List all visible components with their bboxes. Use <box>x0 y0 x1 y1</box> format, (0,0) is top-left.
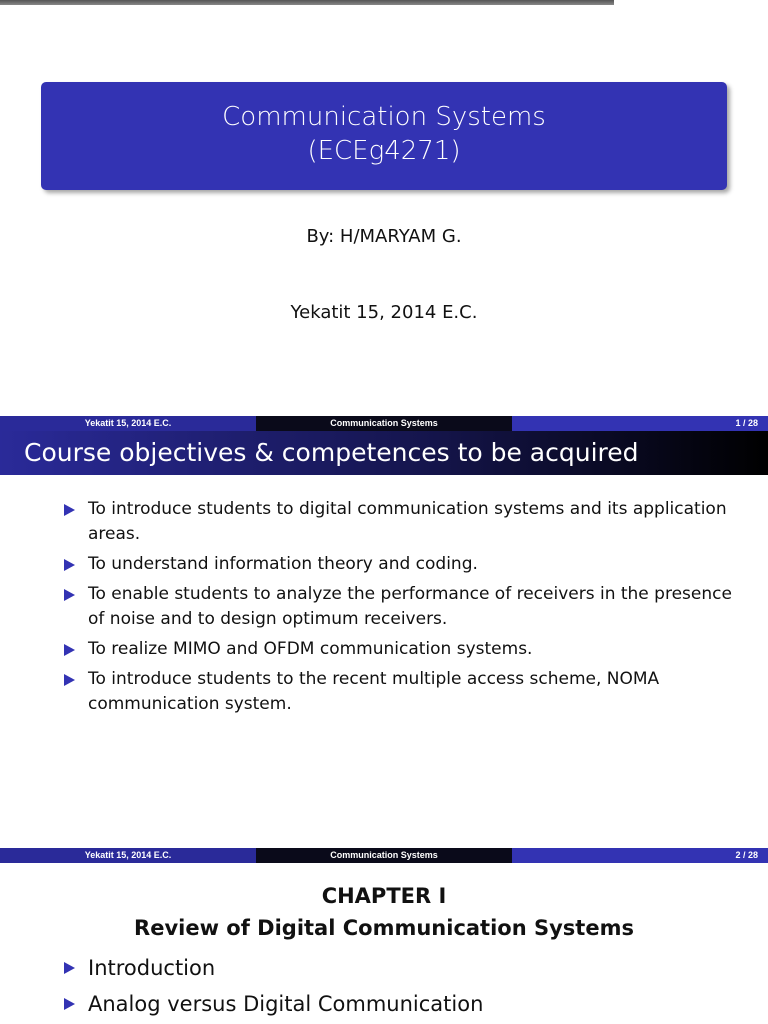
slide-footer-1 <box>0 416 768 431</box>
list-item: Analog versus Digital Communication <box>62 987 483 1021</box>
list-item: To introduce students to the recent multiple access scheme, NOMA communication system. <box>62 667 732 717</box>
objectives-list <box>62 497 732 722</box>
list-item: To introduce students to digital communication systems and its application areas. <box>62 497 732 547</box>
chapter-number: CHAPTER I <box>321 884 447 908</box>
course-code: (ECEg4271) <box>307 136 461 166</box>
chapter-topics-list <box>62 951 483 1023</box>
list-item: Introduction <box>62 951 483 985</box>
footer-date: Yekatit 15, 2014 E.C. <box>0 416 256 431</box>
triangle-bullet-icon <box>64 504 75 516</box>
list-item: To understand information theory and coding. <box>62 552 732 577</box>
triangle-bullet-icon <box>64 998 75 1010</box>
list-item: To enable students to analyze the performance of receivers in the presence of noise and to design optimum receivers. <box>62 582 732 632</box>
footer-page-number: 2 / 28 <box>512 848 768 863</box>
footer-date: Yekatit 15, 2014 E.C. <box>0 848 256 863</box>
author-line: By: H/MARYAM G. <box>306 226 462 247</box>
title-block <box>41 82 727 190</box>
footer-title: Communication Systems <box>256 416 512 431</box>
chapter-title: Review of Digital Communication Systems <box>134 916 634 940</box>
slide-footer-2 <box>0 848 768 863</box>
triangle-bullet-icon <box>64 962 75 974</box>
footer-title: Communication Systems <box>256 848 512 863</box>
triangle-bullet-icon <box>64 674 75 686</box>
list-item: To realize MIMO and OFDM communication systems. <box>62 637 732 662</box>
triangle-bullet-icon <box>64 644 75 656</box>
triangle-bullet-icon <box>64 589 75 601</box>
frame-title: Course objectives & competences to be acquired <box>0 431 768 475</box>
footer-page-number: 1 / 28 <box>512 416 768 431</box>
presentation-title: Communication Systems <box>222 102 546 132</box>
top-divider <box>0 0 614 5</box>
date-line: Yekatit 15, 2014 E.C. <box>290 302 478 323</box>
triangle-bullet-icon <box>64 559 75 571</box>
